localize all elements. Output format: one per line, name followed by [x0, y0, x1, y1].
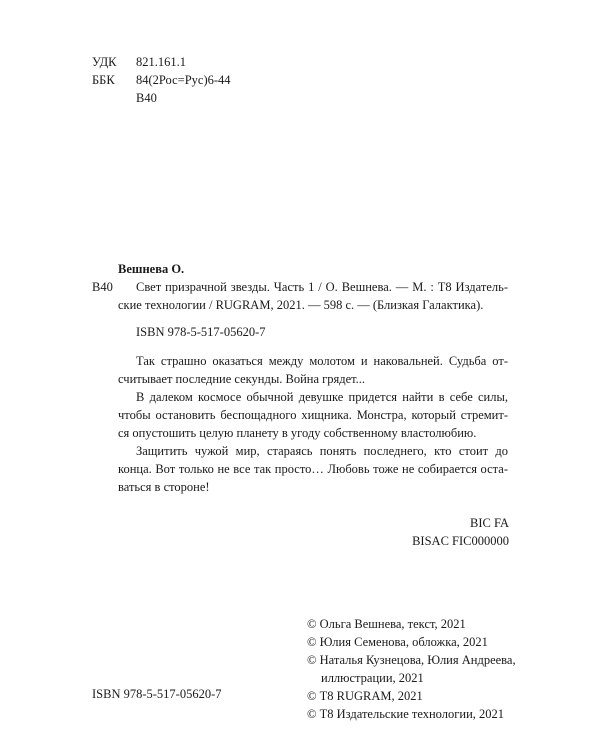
bbk-value: 84(2Рос=Рус)6-44	[136, 73, 231, 87]
footer-isbn: ISBN 978-5-517-05620-7	[92, 687, 222, 701]
annotation-p3-line1: Защитить чужой мир, стараясь понять последнего, кто стоит до	[136, 444, 508, 458]
udk-row	[92, 53, 186, 71]
annotation-p3-line3: ваться в стороне!	[118, 480, 210, 494]
annotation-p1-line1: Так страшно оказаться между молотом и наковальней. Судьба от-	[136, 354, 508, 368]
entry-code: В40	[92, 280, 113, 294]
bbk-row	[92, 71, 231, 89]
udk-value: 821.161.1	[136, 55, 186, 69]
annotation-p2-line3: ся опустошить целую планету в угоду собственному властолюбию.	[118, 426, 477, 440]
entry-description-line-2: ские технологии / RUGRAM, 2021. — 598 с. — (Близкая Галактика).	[118, 298, 484, 312]
copyright-illustrations: иллюстрации, 2021	[321, 671, 424, 685]
annotation-p2-line1: В далеком космосе обычной девушке придется найти в себе силы,	[136, 390, 508, 404]
annotation-p3-line2: конца. Вот только не все так просто… Любовь тоже не собирается оста-	[118, 462, 508, 476]
copyright-publisher: © Т8 Издательские технологии, 2021	[307, 707, 505, 721]
annotation-p1-line2: считывает последние секунды. Война грядет...	[118, 372, 366, 386]
bisac-code: BISAC FIC000000	[412, 534, 509, 548]
bic-code: BIC FA	[469, 516, 509, 530]
copyright-illustrators: © Наталья Кузнецова, Юлия Андреева,	[307, 653, 516, 667]
catalog-code: В40	[136, 91, 157, 105]
copyright-text: © Ольга Вешнева, текст, 2021	[307, 617, 466, 631]
author-name: Вешнева О.	[118, 262, 185, 276]
entry-isbn: ISBN 978-5-517-05620-7	[136, 325, 266, 339]
udk-label: УДК	[92, 55, 117, 69]
copyright-cover: © Юлия Семенова, обложка, 2021	[307, 635, 488, 649]
copyright-rugram: © Т8 RUGRAM, 2021	[307, 689, 423, 703]
bbk-label: ББК	[92, 73, 115, 87]
annotation-p2-line2: чтобы остановить беспощадного хищника. Монстра, который стремит-	[118, 408, 508, 422]
entry-description-line-1: Свет призрачной звезды. Часть 1 / О. Вешнева. — М. : Т8 Издатель-	[136, 280, 508, 294]
